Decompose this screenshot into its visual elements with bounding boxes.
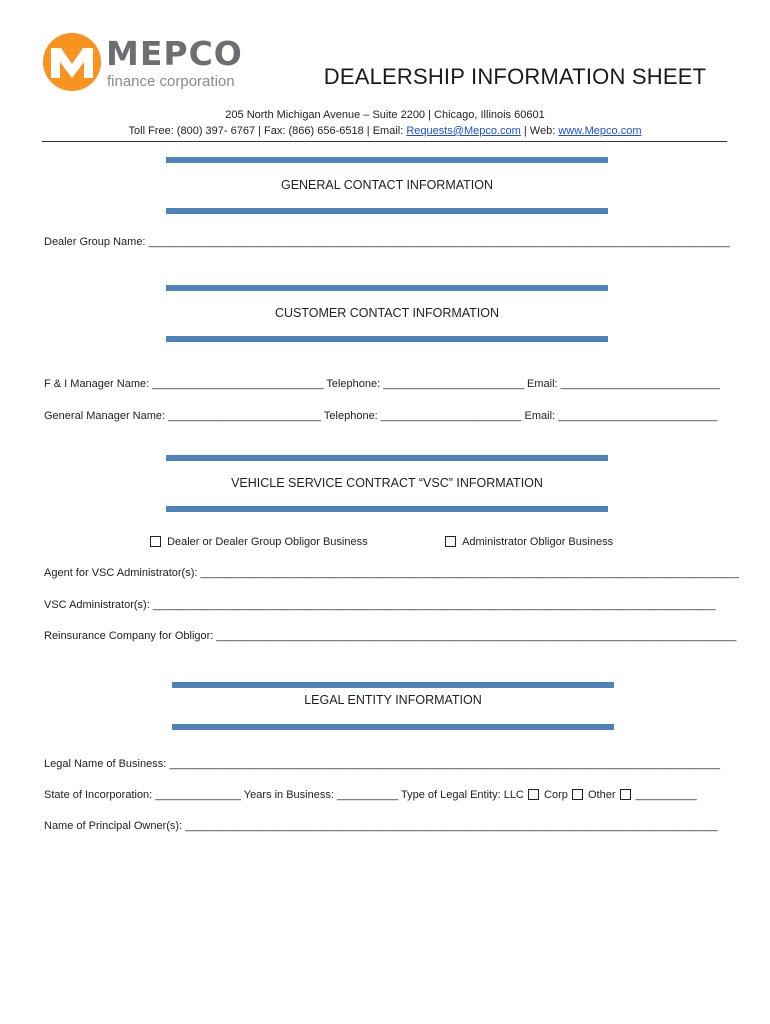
section-general-heading: GENERAL CONTACT INFORMATION [280,178,494,192]
page-title: DEALERSHIP INFORMATION SHEET [323,64,707,89]
section-legal-heading: LEGAL ENTITY INFORMATION [304,693,482,707]
incorporation-text[interactable]: State of Incorporation: ______________ Years in Business: __________ Type of Legal Entity: LLC [44,789,524,801]
section-bar-top [166,455,608,461]
section-bar-top [166,157,608,163]
dealer-obligor-label: Dealer or Dealer Group Obligor Business [167,536,368,548]
legal-name-field[interactable]: Legal Name of Business: __________________________________________________________________________________________ [44,758,720,770]
address-line: 205 North Michigan Avenue – Suite 2200 | Chicago, Illinois 60601 [225,109,545,121]
web-link[interactable]: www.Mepco.com [558,125,642,137]
section-bar-bottom [172,724,614,730]
section-bar-top [172,682,614,688]
header-divider [42,141,727,142]
section-bar-bottom [166,336,608,342]
incorporation-row [44,789,697,801]
web-label: | Web: [520,125,559,137]
reinsurance-field[interactable]: Reinsurance Company for Obligor: _____________________________________________________________________________________ [44,630,737,642]
principal-owner-field[interactable]: Name of Principal Owner(s): _______________________________________________________________________________________ [44,820,718,832]
dealer-obligor-option[interactable] [150,536,368,548]
other-checkbox[interactable] [620,789,631,800]
section-customer-heading: CUSTOMER CONTACT INFORMATION [274,306,500,320]
section-bar-top [166,285,608,291]
section-bar-bottom [166,506,608,512]
general-manager-row[interactable]: General Manager Name: _________________________ Telephone: _______________________ Email: __________________________ [44,410,718,422]
vsc-admin-field[interactable]: VSC Administrator(s): ____________________________________________________________________________________________ [44,599,716,611]
other-label: Other [587,789,616,801]
logo-wordmark: MEPCO [106,34,243,73]
contact-phones: Toll Free: (800) 397- 6767 | Fax: (866) 656-6518 | Email: [128,125,407,137]
fi-manager-row[interactable]: F & I Manager Name: ____________________________ Telephone: _______________________ Email: __________________________ [44,378,720,390]
llc-checkbox[interactable] [528,789,539,800]
other-blank[interactable]: __________ [635,789,697,801]
dealer-obligor-checkbox[interactable] [150,536,161,547]
section-vsc-heading: VEHICLE SERVICE CONTRACT “VSC” INFORMATION [231,476,543,490]
contact-line [42,125,728,137]
mepco-logo [42,32,252,94]
dealer-group-name-field[interactable]: Dealer Group Name: _______________________________________________________________________________________________ [44,236,730,248]
admin-obligor-checkbox[interactable] [445,536,456,547]
corp-checkbox[interactable] [572,789,583,800]
agent-vsc-admin-field[interactable]: Agent for VSC Administrator(s): ________________________________________________________________________________________ [44,567,739,579]
email-link[interactable]: Requests@Mepco.com [406,125,521,137]
admin-obligor-option[interactable] [445,536,613,548]
admin-obligor-label: Administrator Obligor Business [462,536,614,548]
corp-label: Corp [544,789,568,801]
logo-subtitle: finance corporation [107,73,235,90]
section-bar-bottom [166,208,608,214]
